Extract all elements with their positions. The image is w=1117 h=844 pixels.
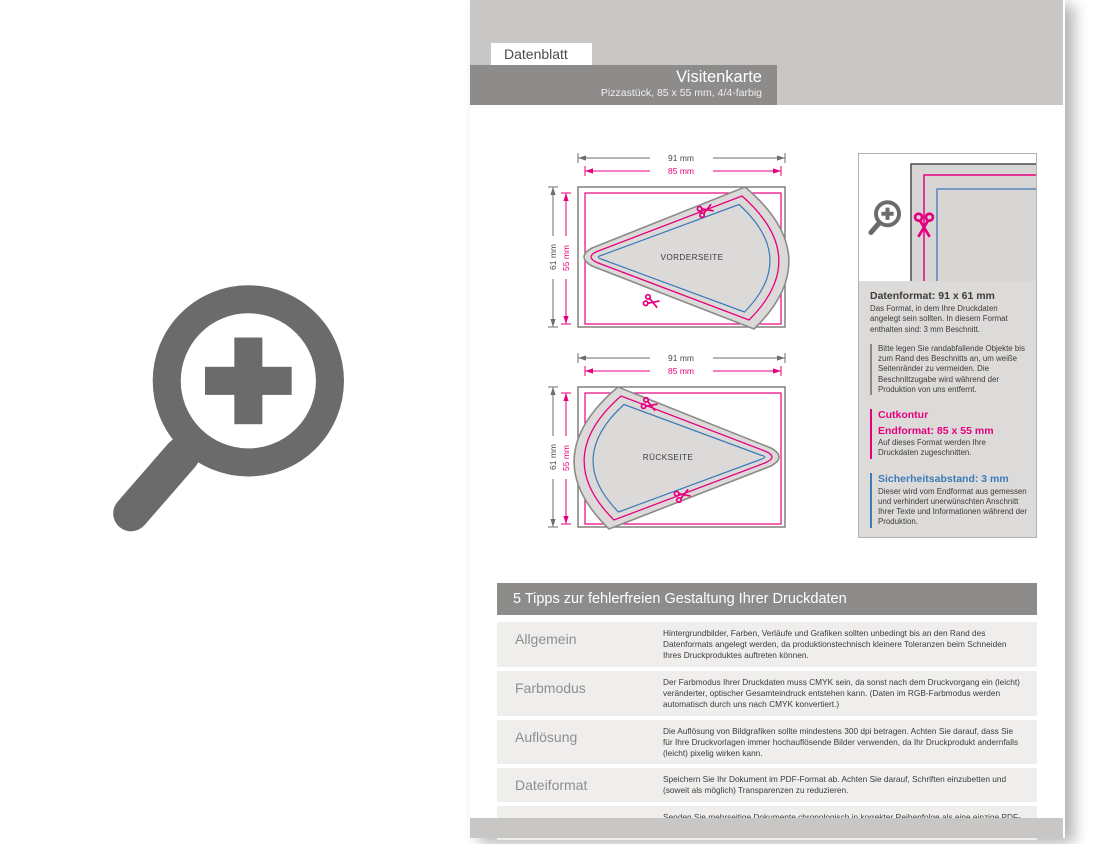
detail-dataformat-edge: [911, 164, 1036, 281]
back-dim-61-label: 61 mm: [548, 444, 558, 470]
tips-header: 5 Tipps zur fehlerfreien Gestaltung Ihrer Druckdaten: [497, 583, 1037, 615]
safety-text: Dieser wird vom Endformat aus gemessen und verhindert unerwünschten Anschnitt Ihrer Texte und Informationen während der Produktion.: [878, 486, 1027, 527]
tip-row-dateiformat: [497, 768, 1037, 802]
format-info-box: [858, 153, 1037, 538]
front-side-label: VORDERSEITE: [660, 253, 724, 262]
dim-arrow: [578, 155, 586, 160]
dataformat-section: [870, 290, 1027, 335]
dim-arrow: [773, 168, 781, 173]
dataformat-text: Das Format, in dem Ihre Druckdaten angelegt sein sollten. In diesem Format enthalten sind: 3 mm Beschnitt.: [870, 304, 1008, 334]
back-dim-91-label: 91 mm: [668, 353, 694, 363]
tip-text: Speichern Sie Ihr Dokument im PDF-Format ab. Achten Sie darauf, Schriften einzubetten und (soweit als möglich) Transparenzen zu reduzieren.: [663, 774, 1007, 796]
diagram-front: [538, 148, 794, 334]
tip-text: Die Auflösung von Bildgrafiken sollte mindestens 300 dpi betragen. Achten Sie darauf, dass Sie für Ihre Druckvorlagen immer hochauflösende Bilder verwenden, da Ihr Druckprodukt andernfalls (leicht) pixelig wirken kann.: [663, 725, 1019, 758]
tip-label: Allgemein: [515, 631, 577, 647]
scissors-icon: [643, 294, 660, 310]
dim-arrow: [550, 519, 555, 527]
front-dim-91-label: 91 mm: [668, 153, 694, 163]
zoom-in-icon: [871, 202, 899, 232]
tip-row-farbmodus: [497, 671, 1037, 716]
front-dim-55-label: 55 mm: [561, 245, 571, 271]
safety-section: [870, 473, 1027, 528]
tip-row-aufloesung: [497, 720, 1037, 765]
dim-arrow: [550, 319, 555, 327]
back-dim-55-label: 55 mm: [561, 445, 571, 471]
zoom-in-icon: [103, 276, 358, 552]
cutkontur-section: [870, 409, 1027, 459]
back-side-label: RÜCKSEITE: [642, 453, 694, 462]
product-title-bar: [470, 65, 777, 105]
endformat-text: Auf dieses Format werden Ihre Druckdaten zugeschnitten.: [878, 438, 986, 458]
endformat-title: Endformat: 85 x 55 mm: [878, 425, 994, 438]
tip-label: Auflösung: [515, 728, 578, 745]
back-dim-85-label: 85 mm: [668, 366, 694, 376]
dim-arrow: [777, 155, 785, 160]
format-info-text: [859, 281, 1036, 537]
dim-arrow: [585, 368, 593, 373]
tip-label: Dateiformat: [515, 777, 588, 794]
bleed-note: Bitte legen Sie randabfallende Objekte bis zum Rand des Beschnitts an, um weiße Seitenränder zu vermeiden. Die Beschnittzugabe wird während der Produktion von uns entfernt.: [870, 344, 1027, 395]
page-subtitle: Pizzastück, 85 x 55 mm, 4/4-farbig: [600, 87, 762, 99]
safety-title: Sicherheitsabstand: 3 mm: [878, 472, 1009, 485]
datasheet-page: [470, 0, 1065, 838]
datenblatt-tab: [491, 43, 592, 66]
dim-arrow: [563, 516, 568, 524]
bottom-band: [470, 818, 1063, 838]
front-dim-85-label: 85 mm: [668, 166, 694, 176]
diagram-back: [538, 348, 794, 534]
cutkontur-title: Cutkontur: [878, 409, 929, 422]
dim-arrow: [550, 387, 555, 395]
dim-arrow: [585, 168, 593, 173]
dim-arrow: [550, 187, 555, 195]
dim-arrow: [578, 355, 586, 360]
dim-arrow: [563, 193, 568, 201]
dim-arrow: [773, 368, 781, 373]
dataformat-title: Datenformat: 91 x 61 mm: [870, 290, 995, 302]
tip-row-allgemein: [497, 622, 1037, 667]
dim-arrow: [777, 355, 785, 360]
corner-detail-illustration: [859, 154, 1036, 281]
dim-arrow: [563, 393, 568, 401]
page-title: Visitenkarte: [676, 68, 762, 86]
tip-text: Hintergrundbilder, Farben, Verläufe und Grafiken sollten unbedingt bis an den Rand des Datenformats angelegt werden, da produktionstechnisch kleinere Toleranzen beim Schneiden Ihres Druckproduktes auftreten können.: [663, 628, 1007, 660]
datenblatt-tab-label: Datenblatt: [504, 46, 568, 62]
front-dim-61-label: 61 mm: [548, 244, 558, 270]
dim-arrow: [563, 316, 568, 324]
tip-label: Farbmodus: [515, 679, 586, 696]
tips-section: [497, 583, 1037, 844]
tip-text: Der Farbmodus Ihrer Druckdaten muss CMYK sein, da sonst nach dem Druckvorgang ein (leicht) veränderter, optischer Gesamteindruck entstehen kann. (Daten im RGB-Farbmodus werden automatisch durch uns nach CMYK konvertiert.): [663, 676, 1020, 709]
